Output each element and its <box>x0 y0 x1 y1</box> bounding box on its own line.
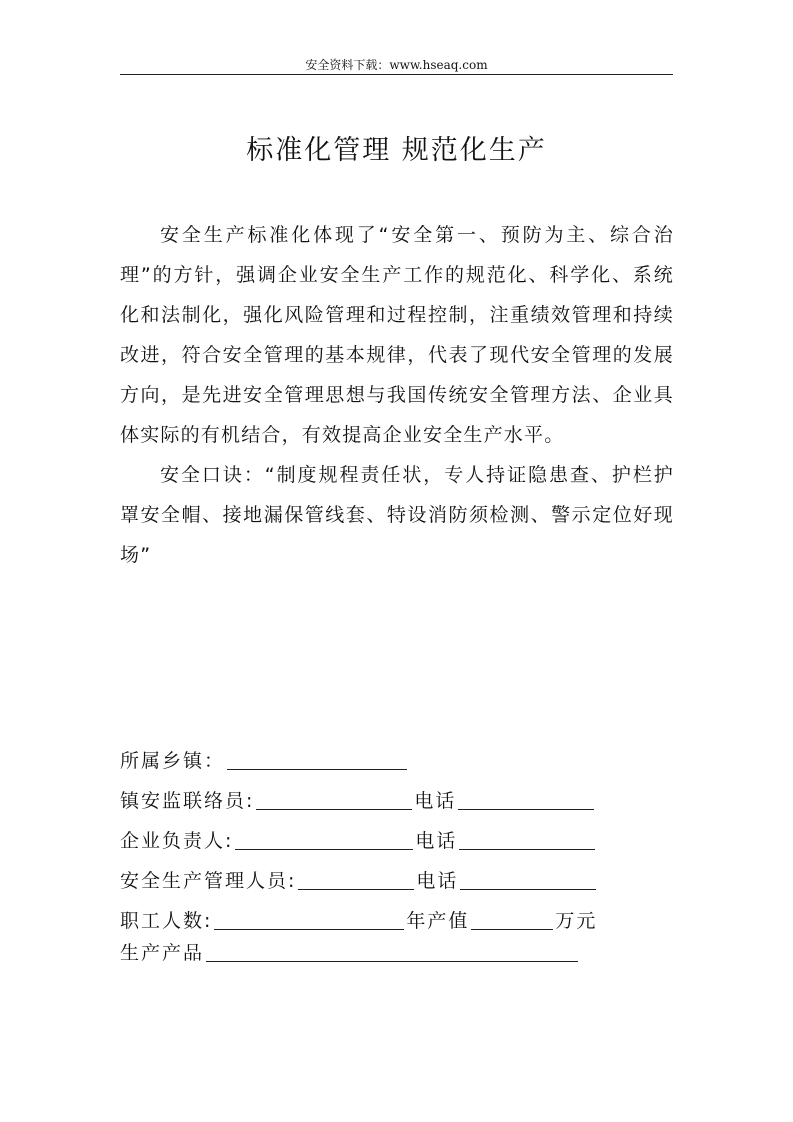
enterprise-head-phone-field[interactable] <box>459 829 595 850</box>
products-row <box>120 933 674 965</box>
header-divider <box>120 74 673 75</box>
town-liaison-label: 镇安监联络员: <box>120 790 255 812</box>
document-title: 标准化管理 规范化生产 <box>246 135 547 166</box>
township-row <box>120 733 674 773</box>
township-field[interactable] <box>227 749 407 770</box>
products-field[interactable] <box>206 941 578 962</box>
town-liaison-field[interactable] <box>256 789 412 810</box>
page-header: 安全资料下载：www.hseaq.com <box>305 58 488 72</box>
enterprise-info-form <box>120 733 674 965</box>
annual-output-label: 年产值 <box>406 910 470 932</box>
town-liaison-phone-label: 电话 <box>414 790 457 812</box>
employees-label: 职工人数: <box>120 910 213 932</box>
employees-output-row <box>120 893 674 933</box>
annual-output-unit: 万元 <box>555 910 598 932</box>
products-label: 生产产品 <box>120 942 205 964</box>
enterprise-head-phone-label: 电话 <box>415 830 458 852</box>
enterprise-head-field[interactable] <box>235 829 413 850</box>
intro-paragraph: 安全生产标准化体现了“安全第一、预防为主、综合治理”的方针，强调企业安全生产工作的规范化、科学化、系统化和法制化，强化风险管理和过程控制，注重绩效管理和持续改进，符合安全管理的基本规律，代表了现代安全管理的发展方向，是先进安全管理思想与我国传统安全管理方法、企业具体实际的有机结合，有效提高企业安全生产水平。 <box>120 224 674 446</box>
safety-manager-phone-field[interactable] <box>460 869 596 890</box>
enterprise-head-row <box>120 813 674 853</box>
town-liaison-phone-field[interactable] <box>458 789 594 810</box>
safety-manager-label: 安全生产管理人员: <box>120 870 297 892</box>
safety-manager-row <box>120 853 674 893</box>
town-liaison-row <box>120 773 674 813</box>
annual-output-field[interactable] <box>471 909 553 930</box>
safety-manager-field[interactable] <box>298 869 414 890</box>
township-label: 所属乡镇： <box>120 750 226 772</box>
employees-field[interactable] <box>214 909 404 930</box>
safety-manager-phone-label: 电话 <box>416 870 459 892</box>
safety-slogan-paragraph: 安全口诀：“制度规程责任状，专人持证隐患查、护栏护罩安全帽、接地漏保管线套、特设消防须检测、警示定位好现场” <box>120 464 674 566</box>
enterprise-head-label: 企业负责人: <box>120 830 234 852</box>
